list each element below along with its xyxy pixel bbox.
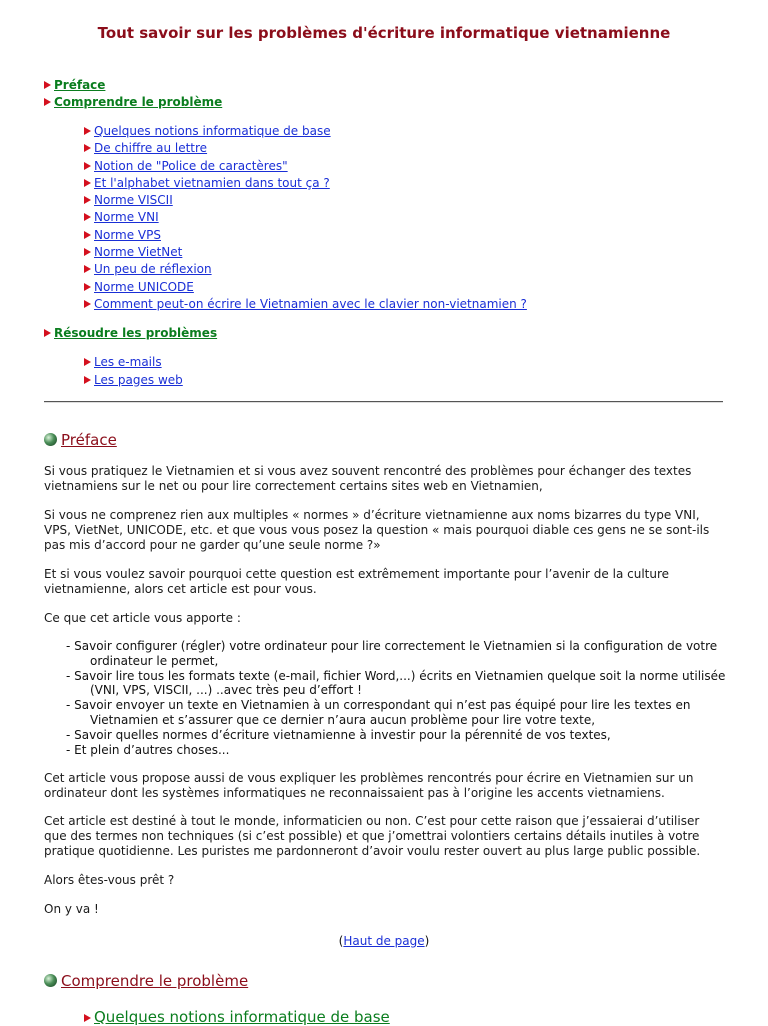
- preface-bullet-list: [66, 639, 726, 757]
- list-item: [84, 261, 744, 278]
- toc-sublink[interactable]: Un peu de réflexion: [94, 262, 212, 277]
- red-arrow-icon: [84, 231, 91, 239]
- toc-sublink[interactable]: Comment peut-on écrire le Vietnamien avec le clavier non-vietnamien ?: [94, 296, 527, 311]
- toc-sublink[interactable]: Quelques notions informatique de base: [94, 124, 331, 138]
- preface-paragraph: Cet article est destiné à tout le monde, informaticien ou non. C’est pour cette raison que j’essaierai d’utiliser que des termes non techniques (si c’est possible) et que j’omettrai volontiers certains détails inutiles à votre pratique quotidienne. Les puristes me pardonneront d’avoir voulu rester ouvert au plus large public possible.: [44, 814, 701, 858]
- section-divider: [44, 401, 723, 403]
- toc-comprendre-sublist: [84, 123, 744, 313]
- red-arrow-icon: [84, 162, 91, 170]
- preface-heading: [44, 429, 117, 451]
- back-open-paren: (: [338, 934, 344, 948]
- toc-item-preface: [44, 77, 744, 94]
- toc-item-comprendre: [44, 94, 744, 111]
- preface-paragraph: Si vous pratiquez le Vietnamien et si vous avez souvent rencontré des problèmes pour échanger des textes vietnamiens sur le net ou pour lire correctement certains sites web en Vietnamien,: [44, 464, 692, 493]
- back-to-top-link[interactable]: Haut de page: [343, 934, 425, 948]
- red-arrow-icon: [44, 329, 51, 337]
- preface-paragraph: Et si vous voulez savoir pourquoi cette question est extrêmement importante pour l’avenir de la culture vietnamienne, alors cet article est pour vous.: [44, 567, 670, 596]
- list-item: [84, 227, 744, 244]
- red-arrow-icon: [84, 196, 91, 204]
- toc-resoudre-sublist: [84, 354, 744, 389]
- comprendre-heading: [44, 970, 248, 992]
- list-item: [84, 192, 744, 209]
- list-item: - Et plein d’autres choses...: [66, 742, 230, 757]
- page-title: Tout savoir sur les problèmes d'écriture informatique vietnamienne: [97, 24, 671, 42]
- red-arrow-icon: [84, 248, 91, 256]
- toc-sublink[interactable]: Les e-mails: [94, 355, 162, 370]
- toc-sublink[interactable]: Norme VISCII: [94, 193, 173, 208]
- comprendre-heading-link[interactable]: Comprendre le problème: [61, 972, 249, 990]
- toc-sublink[interactable]: Norme VietNet: [94, 245, 183, 260]
- toc-sublink[interactable]: Norme VPS: [94, 227, 161, 242]
- list-item: - Savoir quelles normes d’écriture vietnamienne à investir pour la pérennité de vos textes,: [66, 727, 611, 742]
- red-arrow-icon: [84, 358, 91, 366]
- back-close-paren: ): [424, 934, 430, 948]
- toc-link-resoudre[interactable]: Résoudre les problèmes: [54, 326, 218, 341]
- green-ball-icon: [44, 974, 57, 987]
- table-of-contents: [44, 77, 744, 389]
- toc-sublink[interactable]: Norme VNI: [94, 210, 159, 225]
- list-item: - Savoir lire tous les formats texte (e-mail, fichier Word,...) écrits en Vietnamien quelque soit la norme utilisée (VNI, VPS, VISCII, ...) ..avec très peu d’effort !: [66, 668, 726, 698]
- toc-sublink[interactable]: Notion de "Police de caractères": [94, 158, 288, 173]
- red-arrow-icon: [84, 127, 91, 135]
- toc-item-resoudre: [44, 325, 744, 342]
- green-ball-icon: [44, 433, 57, 446]
- preface-paragraph: Alors êtes-vous prêt ?: [44, 873, 175, 887]
- list-item: [84, 175, 744, 192]
- preface-paragraph: On y va !: [44, 902, 99, 916]
- list-item: [84, 354, 744, 371]
- back-to-top: [0, 934, 768, 948]
- list-item: [84, 140, 744, 157]
- red-arrow-icon: [84, 1014, 91, 1022]
- red-arrow-icon: [84, 300, 91, 308]
- list-item: [84, 372, 744, 389]
- toc-link-preface[interactable]: Préface: [54, 78, 106, 92]
- comprendre-subheading-link[interactable]: Quelques notions informatique de base: [94, 1008, 390, 1026]
- red-arrow-icon: [44, 81, 51, 89]
- list-item: - Savoir configurer (régler) votre ordinateur pour lire correctement le Vietnamien si la configuration de votre ordinateur le permet,: [66, 639, 718, 668]
- red-arrow-icon: [84, 265, 91, 273]
- red-arrow-icon: [84, 376, 91, 384]
- red-arrow-icon: [84, 179, 91, 187]
- red-arrow-icon: [84, 144, 91, 152]
- toc-sublink[interactable]: Les pages web: [94, 372, 183, 387]
- list-item: [84, 209, 744, 226]
- toc-sublink[interactable]: Norme UNICODE: [94, 279, 194, 294]
- list-item: [84, 123, 744, 140]
- preface-heading-link[interactable]: Préface: [61, 431, 117, 449]
- preface-paragraph: Si vous ne comprenez rien aux multiples « normes » d’écriture vietnamienne aux noms bizarres du type VNI, VPS, VietNet, UNICODE, etc. et que vous vous posez la question « mais pourquoi diable ces gens ne se sont-ils pas mis d’accord pour ne garder qu’une seule norme ?»: [44, 508, 710, 552]
- preface-paragraph: Ce que cet article vous apporte :: [44, 611, 241, 625]
- red-arrow-icon: [44, 98, 51, 106]
- toc-link-comprendre[interactable]: Comprendre le problème: [54, 95, 223, 109]
- list-item: - Savoir envoyer un texte en Vietnamien à un correspondant qui n’est pas équipé pour lire les textes en Vietnamien et s’assurer que ce dernier n’aura aucun problème pour lire votre texte,: [66, 698, 691, 727]
- list-item: [84, 158, 744, 175]
- red-arrow-icon: [84, 213, 91, 221]
- toc-sublink[interactable]: Et l'alphabet vietnamien dans tout ça ?: [94, 175, 330, 190]
- preface-paragraph: Cet article vous propose aussi de vous expliquer les problèmes rencontrés pour écrire en Vietnamien sur un ordinateur dont les systèmes informatiques ne reconnaissaient pas à l’origine les accents vietnamiens.: [44, 771, 694, 800]
- toc-sublink[interactable]: De chiffre au lettre: [94, 141, 208, 156]
- list-item: [84, 296, 744, 313]
- list-item: [84, 244, 744, 261]
- comprendre-subheading: [84, 1008, 390, 1026]
- list-item: [84, 279, 744, 296]
- red-arrow-icon: [84, 283, 91, 291]
